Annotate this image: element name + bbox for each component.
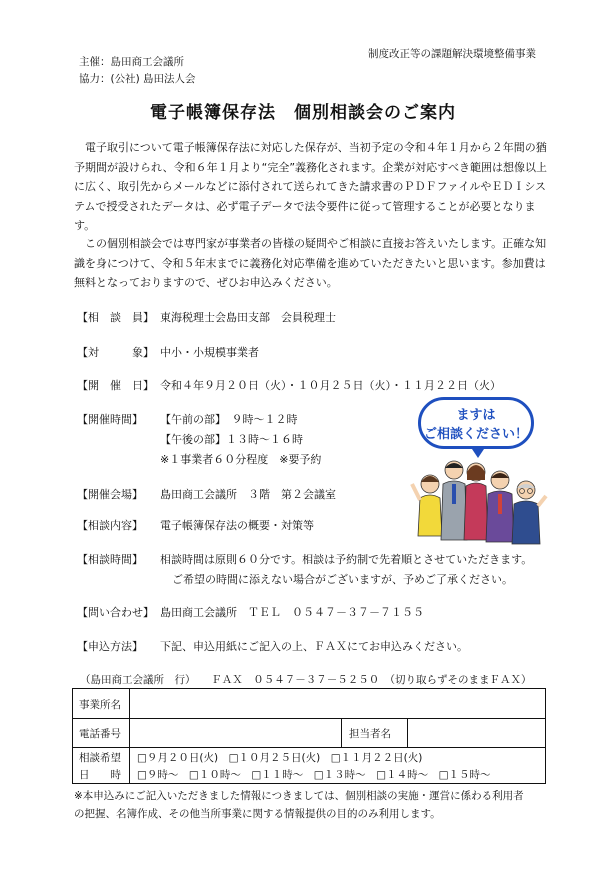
date-options[interactable]: □９月２０日(火) □１０月２５日(火) □１１月２２日(火) [137,752,423,764]
dates-label: 【開 催 日】 [77,379,154,392]
organizer-text: 主催：島田商工会議所 [79,56,184,68]
form-divider [407,718,408,747]
project-name: 制度改正等の課題解決環境整備事業 [368,48,536,60]
form-divider [129,689,130,718]
callout-line-2: ご相談ください！ [423,427,528,442]
apply-value: 下記、申込用紙にご記入の上、ＦＡＸにてお申込みください。 [160,640,468,653]
contact-label: 【問い合わせ】 [77,606,154,619]
form-row-business [73,689,545,719]
contact-person-label: 担当者名 [349,728,391,740]
callout-line-1: ますは [456,408,496,423]
hours-label: 【開催時間】 [77,413,143,426]
privacy-note-line-2: の把握、名簿作成、その他当所事業に関する情報提供の目的のみ利用します。 [74,808,441,820]
form-divider [129,747,130,783]
application-form [72,688,546,784]
callout-bubble [418,397,534,449]
phone-label: 電話番号 [79,728,121,740]
business-name-field[interactable] [133,691,543,716]
fax-form-header: （島田商工会議所 行） ＦＡＸ ０５４７－３７－５２５０ （切り取らずそのままＦＡＸ） [80,674,532,686]
form-row-datetime [73,747,545,783]
hours-morning: 【午前の部】 ９時～１２時 [160,413,298,426]
business-people-illustration [408,456,548,548]
content-value: 電子帳簿保存法の概要・対策等 [160,519,314,532]
page-title: 電子帳簿保存法 個別相談会のご案内 [150,103,456,123]
time-options[interactable]: □９時～ □１０時～ □１１時～ □１３時～ □１４時～ □１５時～ [137,769,491,781]
form-divider [129,718,130,747]
business-name-label: 事業所名 [79,699,121,711]
form-row-phone [73,718,545,748]
privacy-note-line-1: ※本申込みにご記入いただきました情報につきましては、個別相談の実施・運営に係わる利用者 [74,790,524,802]
person-woman-left [412,475,442,536]
hours-note: ※１事業者６０分程度 ※要予約 [160,453,322,466]
time-label: 日 時 [79,769,121,781]
person-older-man [512,481,546,544]
hours-afternoon: 【午後の部】１３時～１６時 [160,433,303,446]
intro-paragraph-2: この個別相談会では専門家が事業者の皆様の疑問やご相談に直接お答えいたします。正確な知識を身につけて、令和５年末までに義務化対応準備を進めていただきたいと思います。参加費は無料となっておりますので、ぜひお申込みください。 [74,237,547,289]
venue-label: 【開催会場】 [77,488,143,501]
form-divider [341,718,342,747]
person-man-right [486,471,514,542]
contact-value: 島田商工会議所 ＴＥＬ ０５４７－３７－７１５５ [160,606,424,619]
duration-line-2: ご希望の時間に添えない場合がございますが、予めご了承ください。 [172,573,513,586]
consultant-value: 東海税理士会島田支部 会員税理士 [160,311,336,324]
contact-person-field[interactable] [411,720,541,745]
dates-value: 令和４年９月２０日（火）・１０月２５日（火）・１１月２２日（火） [160,379,501,392]
consultant-label: 【相 談 員】 [77,311,154,324]
date-label: 相談希望 [79,752,121,764]
intro-paragraph-1: 電子取引について電子帳簿保存法に対応した保存が、当初予定の令和４年１月から２年間の猶予期間が設けられ、令和６年１月より“完全”義務化されます。企業が対応すべき範囲は想像以上に広く、取引先からメールなどに添付されて送られてきた請求書のＰＤＦファイルやＥＤＩシステムで授受されたデータは、必ず電子データで法令要件に従って管理することが必要となります。 [74,141,547,232]
venue-value: 島田商工会議所 ３階 第２会議室 [160,488,336,501]
duration-line-1: 相談時間は原則６０分です。相談は予約制で先着順とさせていただきます。 [160,553,533,566]
person-woman-center [464,463,488,540]
target-value: 中小・小規模事業者 [160,346,259,359]
person-man-center-left [441,461,467,540]
cooperation-text: 協力：(公社) 島田法人会 [79,73,196,85]
duration-label: 【相談時間】 [77,553,143,566]
apply-label: 【申込方法】 [77,640,143,653]
target-label: 【対 象】 [77,346,154,359]
content-label: 【相談内容】 [77,519,143,532]
